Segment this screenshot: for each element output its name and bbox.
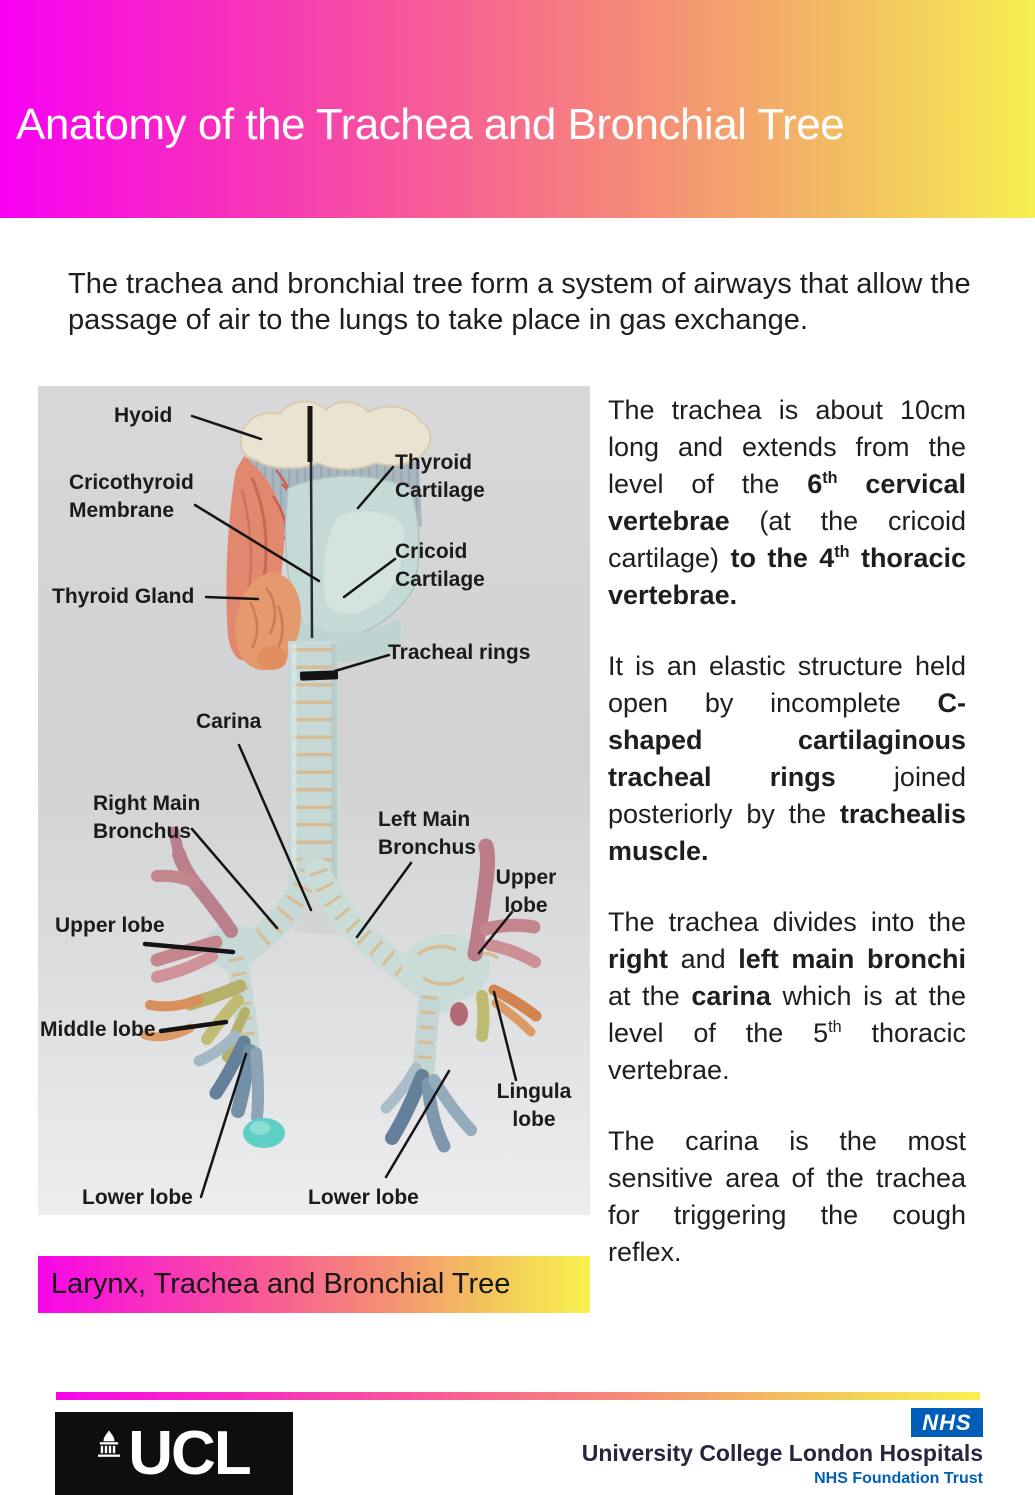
paragraph-elastic-structure bbox=[608, 648, 966, 870]
ucl-logo-text: UCL bbox=[128, 1418, 250, 1488]
figure-label-thyroid-cartilage: Thyroid Cartilage bbox=[395, 451, 485, 502]
page-title: Anatomy of the Trachea and Bronchial Tree bbox=[16, 100, 845, 149]
paragraph-trachea-length bbox=[608, 392, 966, 614]
paragraph-segment: right bbox=[608, 944, 668, 974]
paragraph-segment: left main bronchi bbox=[738, 944, 966, 974]
figure-label-upper-lobe-left: Upper lobe bbox=[495, 866, 557, 917]
paragraph-segment: 6 bbox=[807, 469, 823, 499]
paragraph-segment: trachealis muscle. bbox=[608, 799, 966, 866]
figure-label-upper-lobe-right: Upper lobe bbox=[55, 914, 165, 937]
figure-label-lower-lobe-left: Lower lobe bbox=[308, 1186, 419, 1209]
paragraph-segment: (at the cricoid cartilage) bbox=[608, 506, 966, 573]
figure-label-carina: Carina bbox=[196, 710, 262, 733]
paragraph-carina-sensitive bbox=[608, 1123, 966, 1271]
paragraph-segment: joined posteriorly by the bbox=[608, 762, 966, 829]
figure-label-right-main-bronchus: Right Main Bronchus bbox=[93, 792, 201, 843]
nhs-logo-block bbox=[582, 1408, 983, 1488]
nhs-trust-name: NHS Foundation Trust bbox=[814, 1470, 983, 1487]
paragraph-segment: thoracic vertebrae. bbox=[608, 543, 966, 610]
paragraph-segment: The trachea is about 10cm long and extends from the level of the bbox=[608, 395, 966, 499]
article-column bbox=[608, 392, 966, 1305]
paragraph-segment: The carina is the most sensitive area of the trachea for triggering the cough reflex. bbox=[608, 1126, 966, 1267]
figure-label-tracheal-rings: Tracheal rings bbox=[388, 641, 531, 664]
paragraph-segment: carina bbox=[691, 981, 771, 1011]
figure-label-cricoid-cartilage: Cricoid Cartilage bbox=[395, 540, 485, 591]
paragraph-segment: It is an elastic structure held open by incomplete bbox=[608, 651, 966, 718]
nhs-logo: NHS bbox=[911, 1408, 983, 1437]
paragraph-trachea-divides bbox=[608, 904, 966, 1089]
figure-caption: Larynx, Trachea and Bronchial Tree bbox=[38, 1256, 590, 1313]
paragraph-segment: th bbox=[828, 1018, 842, 1036]
figure-label-lower-lobe-right: Lower lobe bbox=[82, 1186, 193, 1209]
intro-text: The trachea and bronchial tree form a system of airways that allow the passage of air to the lungs to take place in gas exchange. bbox=[68, 268, 971, 336]
paragraph-segment: at the bbox=[608, 981, 692, 1011]
figure-label-cricothyroid-membrane: Cricothyroid Membrane bbox=[69, 471, 194, 522]
paragraph-segment: The trachea divides into the bbox=[608, 907, 966, 937]
paragraph-segment: th bbox=[834, 543, 850, 561]
paragraph-segment: cervical vertebrae bbox=[608, 469, 966, 536]
paragraph-segment: C-shaped cartilaginous tracheal rings bbox=[608, 688, 966, 792]
figure-label-left-main-bronchus: Left Main Bronchus bbox=[378, 808, 477, 859]
nhs-org-name: University College London Hospitals bbox=[581, 1440, 983, 1466]
paragraph-segment: to the 4 bbox=[730, 543, 835, 573]
footer-divider bbox=[56, 1392, 980, 1400]
anatomy-figure bbox=[38, 386, 590, 1215]
figure-label-hyoid: Hyoid bbox=[114, 404, 173, 427]
paragraph-segment: which is at the level of the 5 bbox=[608, 981, 966, 1048]
figure-label-lingula-lobe: Lingula lobe bbox=[496, 1080, 572, 1131]
figure-label-middle-lobe: Middle lobe bbox=[40, 1018, 156, 1041]
ucl-portico-icon bbox=[98, 1430, 120, 1458]
paragraph-segment: thoracic vertebrae. bbox=[608, 1018, 966, 1085]
figure-label-thyroid-gland: Thyroid Gland bbox=[52, 585, 195, 608]
page-header bbox=[0, 0, 1035, 218]
paragraph-segment: and bbox=[668, 944, 739, 974]
paragraph-segment: th bbox=[822, 469, 838, 487]
ucl-logo bbox=[55, 1412, 293, 1495]
